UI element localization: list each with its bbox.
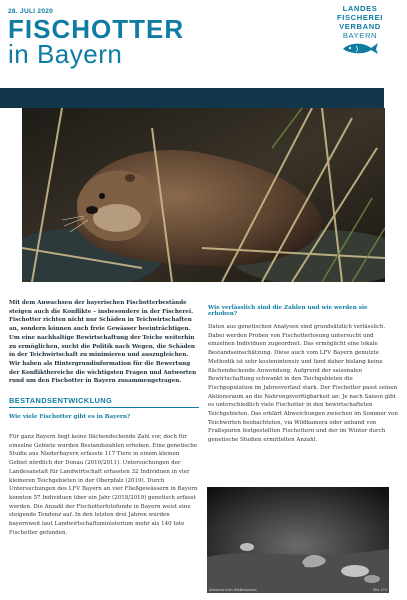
photo-credit: Bild: LFV xyxy=(373,588,387,592)
question-heading-2: Wie verlässlich sind die Zahlen und wie werden sie erhoben? xyxy=(208,305,368,317)
lfv-logo xyxy=(321,4,399,60)
otter-photo xyxy=(22,108,385,282)
logo-text-bayern: BAYERN xyxy=(342,31,378,40)
section-heading: BESTANDSENTWICKLUNG xyxy=(9,396,113,405)
intro-paragraph: Mit dem Anwachsen der bayerischen Fischotterbestände steigen auch die Konflikte – insbesondere in der Fischerei. Fischotter richten nicht nur Schäden in Teichwirtschaften an, sondern können auch freie Gewässer beeinträchtigen. Um eine nachhaltige Bewirtschaftung der Teiche weiterhin zu ermöglichen, sucht die Politik nach Wegen, die Schäden in der Teichwirtschaft zu minimieren und auszugleichen. Wir haben als Hintergrundinformation für die Bewertung der Konfliktbereiche die wichtigsten Fragen und Antworten rund um den Fischotter in Bayern zusammengetragen. xyxy=(9,300,197,385)
fish-logo-icon xyxy=(340,41,380,55)
answer-paragraph-1: Für ganz Bayern liegt keine flächendeckende Zahl vor, doch für einzelne Gebiete wurden Bestandszahlen erhoben. Eine genetische Studie aus Niederbayern erfasste 117 Tiere in einem kleinen Gebiet nördlich der Donau (2010/2011). Untersuchungen der Landesanstalt für Landwirtschaft erfassten 32 Individuen in vier kleineren Teichgebieten in der Oberpfalz (2019). Durch Untersuchungen des LFV Bayern an vier Fließgewässern in Bayern konnten 57 Individuen über ein Jahr (2018/2019) genetisch erfasst werden. Die Anzahl der Fischotterfotofunde in Bayern weist eine steigende Tendenz auf. In den letzten drei Jahren wurden bayernweit laut Landwirtschaftsministerium mehr als 140 tote Fischotter gefunden. xyxy=(9,434,198,536)
logo-text-landes: LANDES xyxy=(342,4,378,13)
photo-caption: Aufnahme einer Wildtierkamera xyxy=(209,588,257,592)
page-title: FISCHOTTER xyxy=(8,14,185,44)
question-heading-1: Wie viele Fischotter gibt es in Bayern? xyxy=(9,414,131,420)
section-divider xyxy=(9,407,199,408)
logo-text-fischerei: FISCHEREI xyxy=(337,13,383,22)
page-subtitle: in Bayern xyxy=(8,39,123,69)
logo-text-verband: VERBAND xyxy=(339,22,381,31)
date-label: 28. JULI 2020 xyxy=(8,8,54,15)
wildlife-camera-photo xyxy=(207,487,389,593)
header-band xyxy=(0,88,384,108)
answer-paragraph-2: Daten aus genetischen Analysen sind grundsätzlich verlässlich. Dabei werden Proben von Fischotterlosung untersucht und einzelnen Individuen zugeordnet. Das ermöglicht eine lokale Bestandseinschätzung. Diese auch vom LFV Bayern genutzte Methodik ist sehr kostenintensiv und fand daher bislang keine flächendeckende Anwendung. Aufgrund der saisonalen Bewirtschaftung schwankt in den Teichgebieten die Fischpopulation im Jahresverlauf stark. Der Fischotter passt seinen Aktionsraum an die Nahrungsverfügbarkeit an: Je nach Saison gibt es unterschiedlich viele Fischotter in den bewirtschafteten Teichgebieten. Das erklärt Abweichungen zwischen im Sommer von Teichwirten beobachteten, via Wildkamera oder anhand von Fraßspuren festgestellten Fischottern und der im Winter durch genetische Studien ermittelten Anzahl. xyxy=(208,324,398,444)
